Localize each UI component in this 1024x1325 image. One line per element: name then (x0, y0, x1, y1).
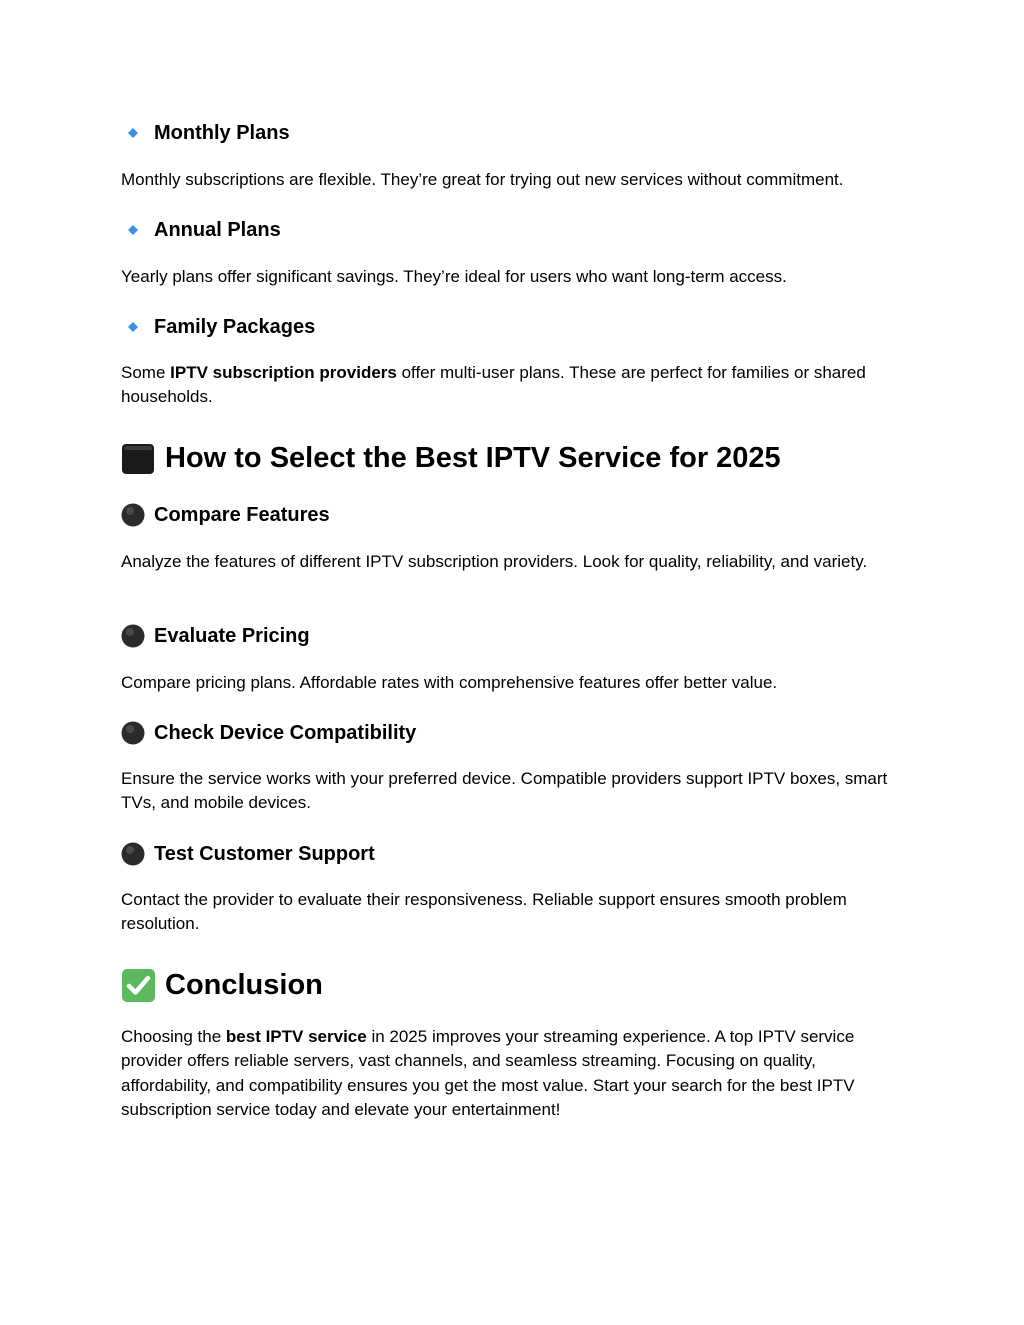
bold-term: best IPTV service (225, 1027, 367, 1046)
test-customer-support-heading (121, 842, 375, 866)
heading-text: How to Select the Best IPTV Service for 2025 (165, 442, 781, 474)
small-blue-diamond-icon (121, 315, 145, 339)
annual-plans-paragraph: Yearly plans offer significant savings. They’re ideal for users who want long-term access. (121, 267, 787, 286)
monthly-plans-heading (121, 121, 290, 145)
family-packages-heading (121, 315, 315, 339)
evaluate-pricing-heading (121, 624, 310, 648)
heading-text: Monthly Plans (154, 122, 290, 144)
paragraph-text: in 2025 improves your streaming experience. A top IPTV service provider offers reliable servers, vast channels, and seamless streaming. Focusing on quality, affordability, and compatibility ensures you get the most value. Start your search for the best IPTV subscription service today and elevate your entertainment! (121, 1027, 855, 1119)
bold-term: IPTV subscription providers (170, 363, 397, 382)
compare-features-paragraph: Analyze the features of different IPTV subscription providers. Look for quality, reliability, and variety. (121, 552, 868, 571)
heading-text: Family Packages (154, 316, 316, 338)
heading-text: Check Device Compatibility (154, 722, 417, 744)
paragraph-text: Choosing the (121, 1027, 226, 1046)
check-device-compatibility-heading (121, 721, 416, 745)
conclusion-heading (121, 967, 323, 1003)
select-section-heading (121, 440, 781, 476)
black-circle-icon (121, 721, 145, 745)
family-packages-paragraph (121, 361, 891, 410)
heading-text: Annual Plans (154, 219, 281, 241)
black-large-square-icon (121, 441, 156, 476)
heading-text: Evaluate Pricing (154, 625, 310, 647)
black-circle-icon (121, 624, 145, 648)
paragraph-text: Some (121, 363, 171, 382)
small-blue-diamond-icon (121, 121, 145, 145)
annual-plans-heading (121, 218, 281, 242)
paragraph-text: offer multi-user plans. These are perfect for families or shared households. (121, 363, 866, 407)
black-circle-icon (121, 503, 145, 527)
heading-text: Compare Features (154, 504, 330, 526)
test-customer-support-paragraph: Contact the provider to evaluate their responsiveness. Reliable support ensures smooth problem resolution. (121, 890, 847, 934)
conclusion-paragraph (121, 1025, 906, 1122)
check-device-compatibility-paragraph: Ensure the service works with your preferred device. Compatible providers support IPTV boxes, smart TVs, and mobile devices. (121, 769, 888, 813)
evaluate-pricing-paragraph: Compare pricing plans. Affordable rates with comprehensive features offer better value. (121, 673, 778, 692)
heading-text: Conclusion (165, 969, 323, 1001)
white-check-mark-icon (121, 968, 156, 1003)
compare-features-heading (121, 503, 330, 527)
monthly-plans-paragraph: Monthly subscriptions are flexible. They’re great for trying out new services without commitment. (121, 170, 844, 189)
small-blue-diamond-icon (121, 218, 145, 242)
heading-text: Test Customer Support (154, 843, 375, 865)
black-circle-icon (121, 842, 145, 866)
